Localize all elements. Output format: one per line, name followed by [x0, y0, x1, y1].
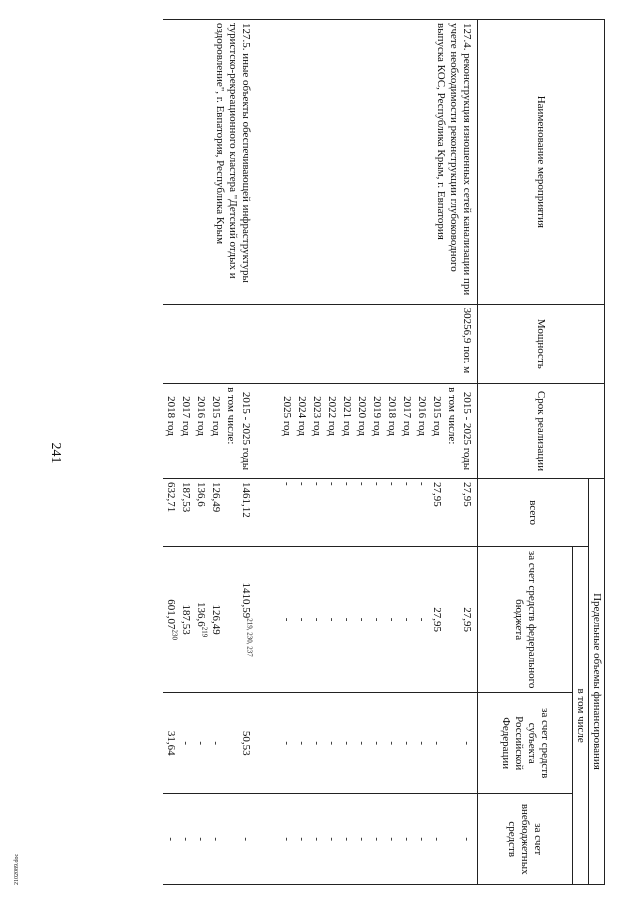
- total-cell: 126,49: [208, 478, 223, 546]
- total-cell: 136,6: [193, 478, 208, 546]
- subject-cell: -: [208, 692, 223, 794]
- item-name: 127.4. реконструкция изношенных сетей канализации при учете необходимости реконструкции глубоководного выпуска КОС, Республика Крым, г. Евпатория: [279, 20, 478, 305]
- federal-cell: -: [339, 547, 354, 693]
- total-cell: -: [309, 478, 324, 546]
- subject-cell: -: [178, 692, 193, 794]
- subject-cell: -: [369, 692, 384, 794]
- extra-cell: -: [324, 794, 339, 885]
- header-capacity: Мощность: [478, 304, 605, 383]
- total-cell: -: [294, 478, 309, 546]
- header-name: Наименование мероприятия: [478, 20, 605, 305]
- year-cell: 2019 год: [369, 384, 384, 479]
- year-cell: 2015 год: [208, 384, 223, 479]
- item-capacity: [163, 304, 253, 383]
- federal-cell: -: [324, 547, 339, 693]
- year-cell: 2017 год: [399, 384, 414, 479]
- total-cell: 632,71: [163, 478, 178, 546]
- total-cell: 27,95: [429, 478, 444, 546]
- extra-cell: -: [163, 794, 178, 885]
- extra-cell: -: [399, 794, 414, 885]
- header-total: всего: [478, 478, 589, 546]
- year-cell: 2018 год: [163, 384, 178, 479]
- total-cell: -: [399, 478, 414, 546]
- extra-cell: -: [279, 794, 294, 885]
- header-federal: за счет средств федерального бюджета: [478, 547, 573, 693]
- subject-cell: 31,64: [163, 692, 178, 794]
- extra-cell: -: [384, 794, 399, 885]
- federal-cell: -: [294, 547, 309, 693]
- item-subject: 50,53: [238, 692, 253, 794]
- subject-cell: -: [429, 692, 444, 794]
- item-period: 2015 - 2025 годы: [459, 384, 478, 479]
- federal-cell: -: [384, 547, 399, 693]
- header-period: Срок реализации: [478, 384, 605, 479]
- extra-cell: -: [178, 794, 193, 885]
- subject-cell: -: [399, 692, 414, 794]
- extra-cell: -: [414, 794, 429, 885]
- extra-cell: -: [339, 794, 354, 885]
- item-subject: -: [459, 692, 478, 794]
- total-cell: -: [354, 478, 369, 546]
- subject-cell: -: [279, 692, 294, 794]
- federal-cell: 126,49: [208, 547, 223, 693]
- extra-cell: -: [309, 794, 324, 885]
- year-cell: 2020 год: [354, 384, 369, 479]
- subject-cell: -: [339, 692, 354, 794]
- total-cell: -: [324, 478, 339, 546]
- federal-cell: 187,53: [178, 547, 193, 693]
- federal-cell: -: [369, 547, 384, 693]
- year-cell: 2021 год: [339, 384, 354, 479]
- total-cell: -: [414, 478, 429, 546]
- item-name: 127.5. иные объекты обеспечивающей инфраструктуры туристско-рекреационного кластера "Детский отдых и оздоровление", г. Евпатория, Республика Крым: [163, 20, 253, 305]
- item-federal: 1410,59$^{219, 230, 237}$: [238, 547, 253, 693]
- subject-cell: -: [324, 692, 339, 794]
- page-number: 241: [48, 442, 63, 464]
- header-in-that: в том числе: [573, 547, 589, 885]
- extra-cell: -: [354, 794, 369, 885]
- footer-code: 2102089.doc: [14, 853, 20, 885]
- year-cell: 2023 год: [309, 384, 324, 479]
- federal-cell: -: [309, 547, 324, 693]
- subject-cell: -: [354, 692, 369, 794]
- year-cell: 2024 год: [294, 384, 309, 479]
- extra-cell: -: [193, 794, 208, 885]
- table-row: [238, 20, 253, 885]
- total-cell: -: [369, 478, 384, 546]
- table-body: [163, 20, 478, 885]
- federal-cell: 601,07$^{230}$: [163, 547, 178, 693]
- federal-cell: -: [414, 547, 429, 693]
- sub-header: в том числе:: [223, 384, 238, 479]
- extra-cell: -: [294, 794, 309, 885]
- subject-cell: -: [309, 692, 324, 794]
- subject-cell: -: [193, 692, 208, 794]
- year-cell: 2016 год: [414, 384, 429, 479]
- table-header: [478, 20, 605, 885]
- table-row: [459, 20, 478, 885]
- item-total: 27,95: [459, 478, 478, 546]
- item-federal: 27,95: [459, 547, 478, 693]
- total-cell: -: [384, 478, 399, 546]
- item-period: 2015 - 2025 годы: [238, 384, 253, 479]
- federal-cell: 27,95: [429, 547, 444, 693]
- year-cell: 2017 год: [178, 384, 193, 479]
- header-extra: за счет внебюджетных средств: [478, 794, 573, 885]
- extra-cell: -: [208, 794, 223, 885]
- sub-header: в том числе:: [444, 384, 459, 479]
- item-extra: -: [459, 794, 478, 885]
- item-capacity: 30256,9 пог. м: [279, 304, 478, 383]
- year-cell: 2015 год: [429, 384, 444, 479]
- item-extra: -: [238, 794, 253, 885]
- subject-cell: -: [294, 692, 309, 794]
- table-row: [253, 20, 279, 885]
- funding-table: [163, 19, 605, 885]
- year-cell: 2018 год: [384, 384, 399, 479]
- federal-cell: 136,6$^{219}$: [193, 547, 208, 693]
- federal-cell: -: [399, 547, 414, 693]
- subject-cell: -: [414, 692, 429, 794]
- subject-cell: -: [384, 692, 399, 794]
- extra-cell: -: [369, 794, 384, 885]
- rotated-table-page: [89, 19, 605, 885]
- total-cell: -: [339, 478, 354, 546]
- total-cell: -: [279, 478, 294, 546]
- year-cell: 2022 год: [324, 384, 339, 479]
- federal-cell: -: [354, 547, 369, 693]
- header-subject: за счет средств субъекта Российской Федерации: [478, 692, 573, 794]
- header-funding: Предельные объемы финансирования: [589, 478, 605, 884]
- extra-cell: -: [429, 794, 444, 885]
- year-cell: 2025 год: [279, 384, 294, 479]
- federal-cell: -: [279, 547, 294, 693]
- total-cell: 187,53: [178, 478, 193, 546]
- item-total: 1461,12: [238, 478, 253, 546]
- year-cell: 2016 год: [193, 384, 208, 479]
